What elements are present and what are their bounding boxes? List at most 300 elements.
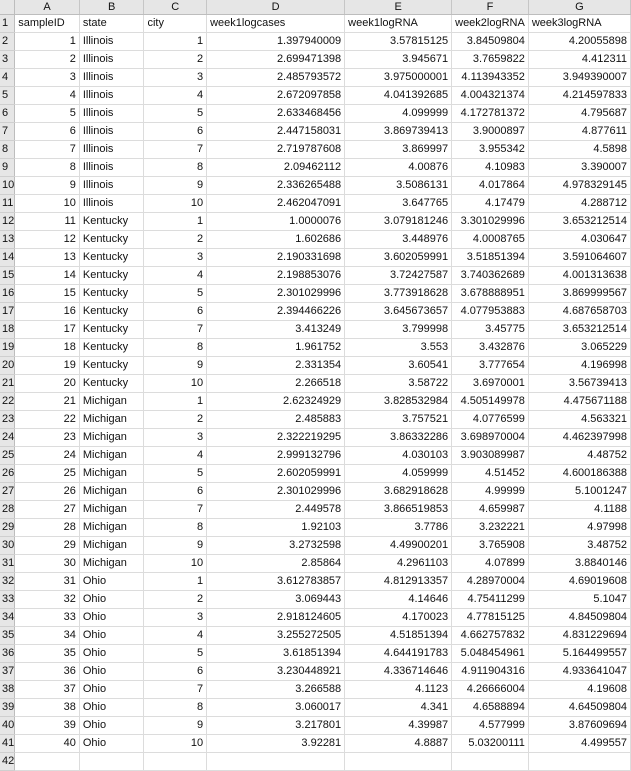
data-cell[interactable]: 4.644191783 (345, 645, 452, 663)
data-cell[interactable]: 4.84509804 (528, 609, 630, 627)
data-cell[interactable]: 4.48752 (528, 447, 630, 465)
data-cell[interactable]: 3.828532984 (345, 393, 452, 411)
data-cell[interactable]: 4.07899 (452, 555, 529, 573)
data-cell[interactable]: 4.1188 (528, 501, 630, 519)
data-cell[interactable]: 4.28970004 (452, 573, 529, 591)
column-header-a[interactable]: A (15, 0, 80, 15)
data-cell[interactable]: 3.869999567 (528, 285, 630, 303)
data-cell[interactable]: 3.060017 (207, 699, 345, 717)
data-cell[interactable]: Ohio (79, 699, 144, 717)
data-cell[interactable]: Illinois (79, 159, 144, 177)
row-number[interactable]: 28 (0, 501, 15, 519)
row-number[interactable]: 31 (0, 555, 15, 573)
data-cell[interactable]: 3.647765 (345, 195, 452, 213)
data-cell[interactable]: 4.0008765 (452, 231, 529, 249)
data-cell[interactable]: 4.5898 (528, 141, 630, 159)
data-cell[interactable]: 2.301029996 (207, 285, 345, 303)
data-cell[interactable]: 9 (144, 537, 207, 555)
data-cell[interactable]: 10 (144, 735, 207, 753)
data-cell[interactable]: 10 (15, 195, 80, 213)
data-cell[interactable]: 1.961752 (207, 339, 345, 357)
data-cell[interactable]: 4.877611 (528, 123, 630, 141)
data-cell[interactable]: 3.301029996 (452, 213, 529, 231)
header-cell[interactable]: state (79, 15, 144, 33)
row-number[interactable]: 22 (0, 393, 15, 411)
data-cell[interactable]: Ohio (79, 573, 144, 591)
data-cell[interactable]: 5.03200111 (452, 735, 529, 753)
data-cell[interactable]: 2.699471398 (207, 51, 345, 69)
data-cell[interactable]: 3.645673657 (345, 303, 452, 321)
data-cell[interactable]: 6 (144, 663, 207, 681)
data-cell[interactable]: 4 (144, 267, 207, 285)
data-cell[interactable]: Michigan (79, 429, 144, 447)
data-cell[interactable]: 11 (15, 213, 80, 231)
header-cell[interactable]: week1logcases (207, 15, 345, 33)
data-cell[interactable]: 4.26666004 (452, 681, 529, 699)
data-cell[interactable]: 2.449578 (207, 501, 345, 519)
data-cell[interactable]: 2.999132796 (207, 447, 345, 465)
data-cell[interactable]: 2 (144, 591, 207, 609)
column-header-g[interactable]: G (528, 0, 630, 15)
data-cell[interactable]: 2.266518 (207, 375, 345, 393)
data-cell[interactable]: 3.740362689 (452, 267, 529, 285)
data-cell[interactable]: 8 (144, 519, 207, 537)
data-cell[interactable]: 3.773918628 (345, 285, 452, 303)
data-cell[interactable]: Michigan (79, 411, 144, 429)
data-cell[interactable]: 1 (144, 573, 207, 591)
data-cell[interactable]: 3.5086131 (345, 177, 452, 195)
data-cell[interactable]: 9 (15, 177, 80, 195)
data-cell[interactable]: 4.475671188 (528, 393, 630, 411)
data-cell[interactable]: 2.462047091 (207, 195, 345, 213)
row-number[interactable]: 35 (0, 627, 15, 645)
data-cell[interactable]: 5.164499557 (528, 645, 630, 663)
data-cell[interactable]: 4.2961103 (345, 555, 452, 573)
data-cell[interactable] (207, 753, 345, 771)
row-number[interactable]: 25 (0, 447, 15, 465)
row-number[interactable]: 24 (0, 429, 15, 447)
data-cell[interactable]: Kentucky (79, 303, 144, 321)
data-cell[interactable]: 40 (15, 735, 80, 753)
data-cell[interactable]: 5 (144, 285, 207, 303)
data-cell[interactable]: 3 (144, 609, 207, 627)
data-cell[interactable]: 4.412311 (528, 51, 630, 69)
data-cell[interactable]: 5 (144, 645, 207, 663)
data-cell[interactable]: 7 (144, 321, 207, 339)
data-cell[interactable]: Michigan (79, 465, 144, 483)
data-cell[interactable]: 29 (15, 537, 80, 555)
data-cell[interactable]: 4.563321 (528, 411, 630, 429)
data-cell[interactable]: Ohio (79, 681, 144, 699)
data-cell[interactable]: 7 (144, 681, 207, 699)
data-cell[interactable]: Illinois (79, 177, 144, 195)
data-cell[interactable]: 2.190331698 (207, 249, 345, 267)
data-cell[interactable]: 4.030647 (528, 231, 630, 249)
row-number[interactable]: 42 (0, 753, 15, 771)
data-cell[interactable]: 3.069443 (207, 591, 345, 609)
row-number[interactable]: 15 (0, 267, 15, 285)
data-cell[interactable]: 2.09462112 (207, 159, 345, 177)
data-cell[interactable]: 4.214597833 (528, 87, 630, 105)
data-cell[interactable]: 3.949390007 (528, 69, 630, 87)
data-cell[interactable]: 6 (144, 303, 207, 321)
data-cell[interactable]: 4.600186388 (528, 465, 630, 483)
data-cell[interactable]: 30 (15, 555, 80, 573)
data-cell[interactable]: 20 (15, 375, 80, 393)
data-cell[interactable]: Ohio (79, 717, 144, 735)
data-cell[interactable]: Illinois (79, 141, 144, 159)
data-cell[interactable]: 6 (144, 483, 207, 501)
data-cell[interactable]: 4.659987 (452, 501, 529, 519)
data-cell[interactable]: Kentucky (79, 357, 144, 375)
data-cell[interactable]: 3.2732598 (207, 537, 345, 555)
data-cell[interactable]: 1 (144, 213, 207, 231)
column-header-f[interactable]: F (452, 0, 529, 15)
row-number[interactable]: 37 (0, 663, 15, 681)
data-cell[interactable]: 3.945671 (345, 51, 452, 69)
data-cell[interactable]: 3.51851394 (452, 249, 529, 267)
data-cell[interactable]: 9 (144, 177, 207, 195)
data-cell[interactable]: 4.196998 (528, 357, 630, 375)
row-number[interactable]: 11 (0, 195, 15, 213)
data-cell[interactable]: 4.505149978 (452, 393, 529, 411)
data-cell[interactable]: Illinois (79, 87, 144, 105)
data-cell[interactable] (15, 753, 80, 771)
data-cell[interactable]: 12 (15, 231, 80, 249)
data-cell[interactable]: 3.7786 (345, 519, 452, 537)
data-cell[interactable]: 4.499557 (528, 735, 630, 753)
data-cell[interactable]: 5.1001247 (528, 483, 630, 501)
data-cell[interactable]: Michigan (79, 483, 144, 501)
data-cell[interactable]: 6 (15, 123, 80, 141)
data-cell[interactable]: 2.336265488 (207, 177, 345, 195)
data-cell[interactable]: 3.698970004 (452, 429, 529, 447)
row-number[interactable]: 26 (0, 465, 15, 483)
row-number[interactable]: 9 (0, 159, 15, 177)
data-cell[interactable]: 1 (15, 33, 80, 51)
data-cell[interactable]: 3.84509804 (452, 33, 529, 51)
data-cell[interactable]: Ohio (79, 609, 144, 627)
column-header-e[interactable]: E (345, 0, 452, 15)
row-number[interactable]: 16 (0, 285, 15, 303)
data-cell[interactable]: 3.757521 (345, 411, 452, 429)
data-cell[interactable]: 8 (144, 339, 207, 357)
data-cell[interactable]: 5 (144, 465, 207, 483)
data-cell[interactable]: 3.8840146 (528, 555, 630, 573)
data-cell[interactable]: Ohio (79, 627, 144, 645)
row-number[interactable]: 30 (0, 537, 15, 555)
data-cell[interactable]: Illinois (79, 69, 144, 87)
data-cell[interactable]: 37 (15, 681, 80, 699)
data-cell[interactable] (528, 753, 630, 771)
data-cell[interactable]: 3.390007 (528, 159, 630, 177)
data-cell[interactable]: 3.86332286 (345, 429, 452, 447)
data-cell[interactable]: 32 (15, 591, 80, 609)
data-cell[interactable]: 3.765908 (452, 537, 529, 555)
data-cell[interactable]: 4.577999 (452, 717, 529, 735)
data-cell[interactable]: 28 (15, 519, 80, 537)
data-cell[interactable]: 10 (144, 375, 207, 393)
data-cell[interactable]: 3.92281 (207, 735, 345, 753)
data-cell[interactable]: 2.672097858 (207, 87, 345, 105)
data-cell[interactable]: 4.288712 (528, 195, 630, 213)
data-cell[interactable]: 3.678888951 (452, 285, 529, 303)
data-cell[interactable]: Kentucky (79, 375, 144, 393)
data-cell[interactable]: 2.918124605 (207, 609, 345, 627)
data-cell[interactable]: 4.099999 (345, 105, 452, 123)
data-cell[interactable]: 19 (15, 357, 80, 375)
header-cell[interactable]: city (144, 15, 207, 33)
data-cell[interactable]: 3.57815125 (345, 33, 452, 51)
data-cell[interactable]: 3.612783857 (207, 573, 345, 591)
data-cell[interactable]: Illinois (79, 33, 144, 51)
data-cell[interactable]: 3.61851394 (207, 645, 345, 663)
data-cell[interactable]: Michigan (79, 447, 144, 465)
data-cell[interactable]: 4.97998 (528, 519, 630, 537)
row-number[interactable]: 41 (0, 735, 15, 753)
data-cell[interactable]: 26 (15, 483, 80, 501)
data-cell[interactable]: 33 (15, 609, 80, 627)
data-cell[interactable]: 4 (15, 87, 80, 105)
data-cell[interactable]: 4.51452 (452, 465, 529, 483)
data-cell[interactable]: 3.58722 (345, 375, 452, 393)
row-number[interactable]: 20 (0, 357, 15, 375)
data-cell[interactable]: 4.49900201 (345, 537, 452, 555)
row-number[interactable]: 2 (0, 33, 15, 51)
data-cell[interactable]: 5 (15, 105, 80, 123)
data-cell[interactable]: 4.64509804 (528, 699, 630, 717)
row-number[interactable]: 23 (0, 411, 15, 429)
data-cell[interactable]: 14 (15, 267, 80, 285)
data-cell[interactable]: 4.0776599 (452, 411, 529, 429)
row-number[interactable]: 36 (0, 645, 15, 663)
data-cell[interactable]: 2.198853076 (207, 267, 345, 285)
data-cell[interactable]: 25 (15, 465, 80, 483)
header-cell[interactable]: week2logRNA (452, 15, 529, 33)
data-cell[interactable]: 4.662757832 (452, 627, 529, 645)
data-cell[interactable]: 4.978329145 (528, 177, 630, 195)
header-cell[interactable]: week3logRNA (528, 15, 630, 33)
row-number[interactable]: 40 (0, 717, 15, 735)
data-cell[interactable]: 4.911904316 (452, 663, 529, 681)
data-cell[interactable]: 4.6588894 (452, 699, 529, 717)
data-cell[interactable]: 3.777654 (452, 357, 529, 375)
data-cell[interactable]: 3.653212514 (528, 213, 630, 231)
row-number[interactable]: 6 (0, 105, 15, 123)
data-cell[interactable]: Michigan (79, 501, 144, 519)
data-cell[interactable]: Michigan (79, 519, 144, 537)
data-cell[interactable]: 17 (15, 321, 80, 339)
data-cell[interactable]: 3.866519853 (345, 501, 452, 519)
data-cell[interactable]: 4.059999 (345, 465, 452, 483)
data-cell[interactable]: 1 (144, 33, 207, 51)
data-cell[interactable]: 3.217801 (207, 717, 345, 735)
data-cell[interactable]: 4.20055898 (528, 33, 630, 51)
data-cell[interactable]: 3.9000897 (452, 123, 529, 141)
data-cell[interactable]: 3.255272505 (207, 627, 345, 645)
row-number[interactable]: 4 (0, 69, 15, 87)
data-cell[interactable]: 36 (15, 663, 80, 681)
data-cell[interactable]: 3.6970001 (452, 375, 529, 393)
data-cell[interactable]: 23 (15, 429, 80, 447)
row-number[interactable]: 5 (0, 87, 15, 105)
data-cell[interactable]: 3.975000001 (345, 69, 452, 87)
header-cell[interactable]: sampleID (15, 15, 80, 33)
data-cell[interactable]: 3.903089987 (452, 447, 529, 465)
data-cell[interactable]: 4.017864 (452, 177, 529, 195)
data-cell[interactable]: 4.14646 (345, 591, 452, 609)
data-cell[interactable]: 4.030103 (345, 447, 452, 465)
data-cell[interactable]: Kentucky (79, 339, 144, 357)
data-cell[interactable]: 4.00876 (345, 159, 452, 177)
data-cell[interactable]: 2.394466226 (207, 303, 345, 321)
data-cell[interactable]: 4.462397998 (528, 429, 630, 447)
data-cell[interactable]: Michigan (79, 555, 144, 573)
row-number[interactable]: 13 (0, 231, 15, 249)
row-number[interactable]: 39 (0, 699, 15, 717)
data-cell[interactable]: 5.1047 (528, 591, 630, 609)
data-cell[interactable]: Kentucky (79, 321, 144, 339)
data-cell[interactable]: 34 (15, 627, 80, 645)
data-cell[interactable]: 31 (15, 573, 80, 591)
data-cell[interactable]: 4.172781372 (452, 105, 529, 123)
row-number[interactable]: 1 (0, 15, 15, 33)
data-cell[interactable]: 2.633468456 (207, 105, 345, 123)
data-cell[interactable]: Illinois (79, 51, 144, 69)
data-cell[interactable]: 4.1123 (345, 681, 452, 699)
data-cell[interactable]: 2 (15, 51, 80, 69)
data-cell[interactable]: 8 (144, 159, 207, 177)
data-cell[interactable]: 2.485883 (207, 411, 345, 429)
data-cell[interactable]: Illinois (79, 195, 144, 213)
data-cell[interactable]: 6 (144, 123, 207, 141)
data-cell[interactable]: Illinois (79, 123, 144, 141)
data-cell[interactable]: 39 (15, 717, 80, 735)
data-cell[interactable]: 2.719787608 (207, 141, 345, 159)
data-cell[interactable]: 4.10983 (452, 159, 529, 177)
data-cell[interactable]: 3.591064607 (528, 249, 630, 267)
data-cell[interactable]: 7 (144, 141, 207, 159)
data-cell[interactable]: 4.812913357 (345, 573, 452, 591)
data-cell[interactable]: 3.48752 (528, 537, 630, 555)
row-number[interactable]: 38 (0, 681, 15, 699)
data-cell[interactable]: 35 (15, 645, 80, 663)
data-cell[interactable]: 3.799998 (345, 321, 452, 339)
data-cell[interactable]: 21 (15, 393, 80, 411)
row-number[interactable]: 34 (0, 609, 15, 627)
data-cell[interactable]: 9 (144, 717, 207, 735)
data-cell[interactable]: 2.485793572 (207, 69, 345, 87)
data-cell[interactable]: 3.60541 (345, 357, 452, 375)
data-cell[interactable]: 38 (15, 699, 80, 717)
row-number[interactable]: 29 (0, 519, 15, 537)
data-cell[interactable]: Kentucky (79, 267, 144, 285)
data-cell[interactable]: 1 (144, 393, 207, 411)
data-cell[interactable]: 3 (144, 69, 207, 87)
data-cell[interactable]: 4.113943352 (452, 69, 529, 87)
data-cell[interactable]: 3.56739413 (528, 375, 630, 393)
data-cell[interactable]: 4 (144, 627, 207, 645)
data-cell[interactable]: 5.048454961 (452, 645, 529, 663)
row-number[interactable]: 19 (0, 339, 15, 357)
header-cell[interactable]: week1logRNA (345, 15, 452, 33)
row-number[interactable]: 32 (0, 573, 15, 591)
data-cell[interactable]: 22 (15, 411, 80, 429)
data-cell[interactable]: 16 (15, 303, 80, 321)
row-number[interactable]: 7 (0, 123, 15, 141)
data-cell[interactable]: Ohio (79, 663, 144, 681)
data-cell[interactable]: 3.079181246 (345, 213, 452, 231)
data-cell[interactable]: 3.653212514 (528, 321, 630, 339)
data-cell[interactable]: 4.77815125 (452, 609, 529, 627)
data-cell[interactable]: 4 (144, 447, 207, 465)
data-cell[interactable]: 18 (15, 339, 80, 357)
data-cell[interactable]: 4.39987 (345, 717, 452, 735)
data-cell[interactable]: 3.955342 (452, 141, 529, 159)
data-cell[interactable]: 10 (144, 555, 207, 573)
data-cell[interactable] (345, 753, 452, 771)
data-cell[interactable]: 1.92103 (207, 519, 345, 537)
data-cell[interactable]: Kentucky (79, 249, 144, 267)
data-cell[interactable]: 4.69019608 (528, 573, 630, 591)
data-cell[interactable]: 4.687658703 (528, 303, 630, 321)
row-number[interactable]: 18 (0, 321, 15, 339)
data-cell[interactable]: 7 (144, 501, 207, 519)
data-cell[interactable]: 3.432876 (452, 339, 529, 357)
data-cell[interactable]: 4.99999 (452, 483, 529, 501)
data-cell[interactable]: 3.7659822 (452, 51, 529, 69)
data-cell[interactable]: 3.232221 (452, 519, 529, 537)
data-cell[interactable]: 3.682918628 (345, 483, 452, 501)
column-header-c[interactable]: C (144, 0, 207, 15)
data-cell[interactable]: 2.447158031 (207, 123, 345, 141)
row-number[interactable]: 12 (0, 213, 15, 231)
data-cell[interactable]: 2 (144, 411, 207, 429)
data-cell[interactable]: 2 (144, 231, 207, 249)
data-cell[interactable]: 4.170023 (345, 609, 452, 627)
data-cell[interactable]: 3.413249 (207, 321, 345, 339)
data-cell[interactable]: 4.933641047 (528, 663, 630, 681)
data-cell[interactable]: 2.322219295 (207, 429, 345, 447)
data-cell[interactable]: 1.0000076 (207, 213, 345, 231)
data-cell[interactable]: 1.397940009 (207, 33, 345, 51)
data-cell[interactable]: 2.602059991 (207, 465, 345, 483)
data-cell[interactable]: 4.19608 (528, 681, 630, 699)
data-cell[interactable]: 1.602686 (207, 231, 345, 249)
data-cell[interactable]: 3 (144, 249, 207, 267)
data-cell[interactable]: 3.448976 (345, 231, 452, 249)
data-cell[interactable]: 7 (15, 141, 80, 159)
row-number[interactable]: 27 (0, 483, 15, 501)
data-cell[interactable]: 4.17479 (452, 195, 529, 213)
data-cell[interactable]: 4.51851394 (345, 627, 452, 645)
data-cell[interactable]: Ohio (79, 735, 144, 753)
data-cell[interactable]: Kentucky (79, 213, 144, 231)
data-cell[interactable]: Michigan (79, 393, 144, 411)
select-all-corner[interactable] (0, 0, 15, 15)
row-number[interactable]: 14 (0, 249, 15, 267)
data-cell[interactable]: 3.065229 (528, 339, 630, 357)
data-cell[interactable]: Michigan (79, 537, 144, 555)
data-cell[interactable]: 5 (144, 105, 207, 123)
data-cell[interactable]: 4 (144, 87, 207, 105)
data-cell[interactable]: 10 (144, 195, 207, 213)
data-cell[interactable]: Kentucky (79, 231, 144, 249)
data-cell[interactable]: 3 (144, 429, 207, 447)
data-cell[interactable]: 4.001313638 (528, 267, 630, 285)
data-cell[interactable]: 3.869997 (345, 141, 452, 159)
data-cell[interactable]: 3.553 (345, 339, 452, 357)
